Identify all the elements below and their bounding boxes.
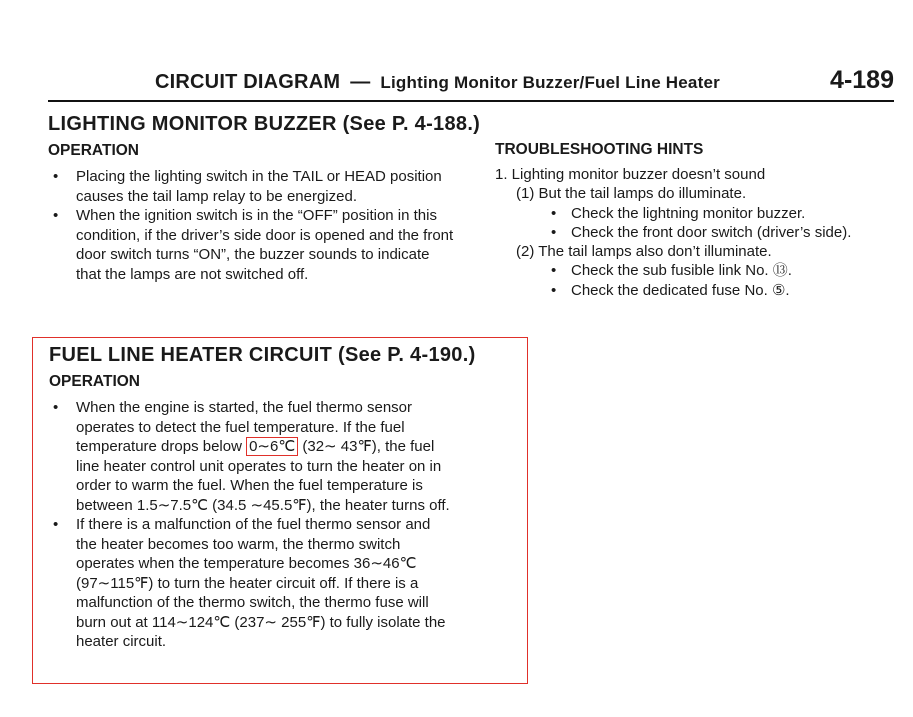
troubleshooting-item: 1. Lighting monitor buzzer doesn’t sound (495, 166, 766, 183)
troubleshooting-subitem: (1) But the tail lamps do illuminate. (516, 185, 747, 203)
check-text: Check the sub fusible link No. ⑬. (571, 262, 792, 280)
list-item: • If there is a malfunction of the fuel thermo sensor and the heater becomes too warm, the thermo switch operates when the temperature becomes 36∼46℃ (97∼115℉) to turn the heater circuit off. If there is a malfunction of the thermo switch, the thermo fuse will burn out at 114∼124℃ (237∼ 255℉) to fully isolate the heater circuit. (49, 515, 454, 652)
fuel-bullet1-text: When the engine is started, the fuel thermo sensor operates to detect the fuel temperature. If the fuel temperature drops below (76, 399, 413, 455)
check-text: Check the dedicated fuse No. ⑤. (571, 281, 790, 299)
lighting-operation-list (49, 167, 454, 284)
list-item: • Placing the lighting switch in the TAIL or HEAD position causes the tail lamp relay to be energized. (49, 167, 454, 206)
lighting-section-title: LIGHTING MONITOR BUZZER (See P. 4-188.) (48, 113, 481, 135)
check-item: • Check the lightning monitor buzzer. (551, 204, 806, 222)
header-dash: — (350, 71, 371, 93)
fuel-operation-list (49, 398, 454, 652)
troubleshooting-subitem: (2) The tail lamps also don’t illuminate. (516, 243, 772, 261)
check-item: • Check the dedicated fuse No. ⑤. (551, 281, 790, 299)
lighting-operation-heading: OPERATION (48, 142, 139, 159)
header-subtitle: Lighting Monitor Buzzer/Fuel Line Heater (380, 73, 720, 92)
header-title-line (155, 71, 720, 94)
highlighted-temperature: 0∼6℃ (246, 437, 298, 456)
page-number: 4-189 (830, 66, 894, 94)
header-title: CIRCUIT DIAGRAM (155, 71, 341, 93)
list-item (49, 398, 454, 515)
check-item: • Check the front door switch (driver’s side). (551, 223, 852, 241)
troubleshooting-heading: TROUBLESHOOTING HINTS (495, 141, 704, 158)
check-text: Check the lightning monitor buzzer. (571, 204, 806, 222)
troubleshooting-list (495, 165, 905, 300)
fuel-operation-heading: OPERATION (49, 373, 140, 390)
list-item: • When the ignition switch is in the “OFF” position in this condition, if the driver’s side door is opened and the front door switch turns “ON”, the buzzer sounds to indicate that the lamps are not switched off. (49, 206, 454, 284)
check-item: • Check the sub fusible link No. ⑬. (551, 262, 792, 280)
fuel-section-title: FUEL LINE HEATER CIRCUIT (See P. 4-190.) (49, 344, 476, 366)
check-text: Check the front door switch (driver’s side). (571, 223, 852, 241)
fuel-bullet1-text-cont: (32∼ 43℉), the fuel line heater control unit operates to turn the heater on in order to warm the fuel. When the fuel temperature is between 1.5∼7.5℃ (34.5 ∼45.5℉), the heater turns off. (76, 438, 450, 514)
page-header (48, 60, 894, 102)
